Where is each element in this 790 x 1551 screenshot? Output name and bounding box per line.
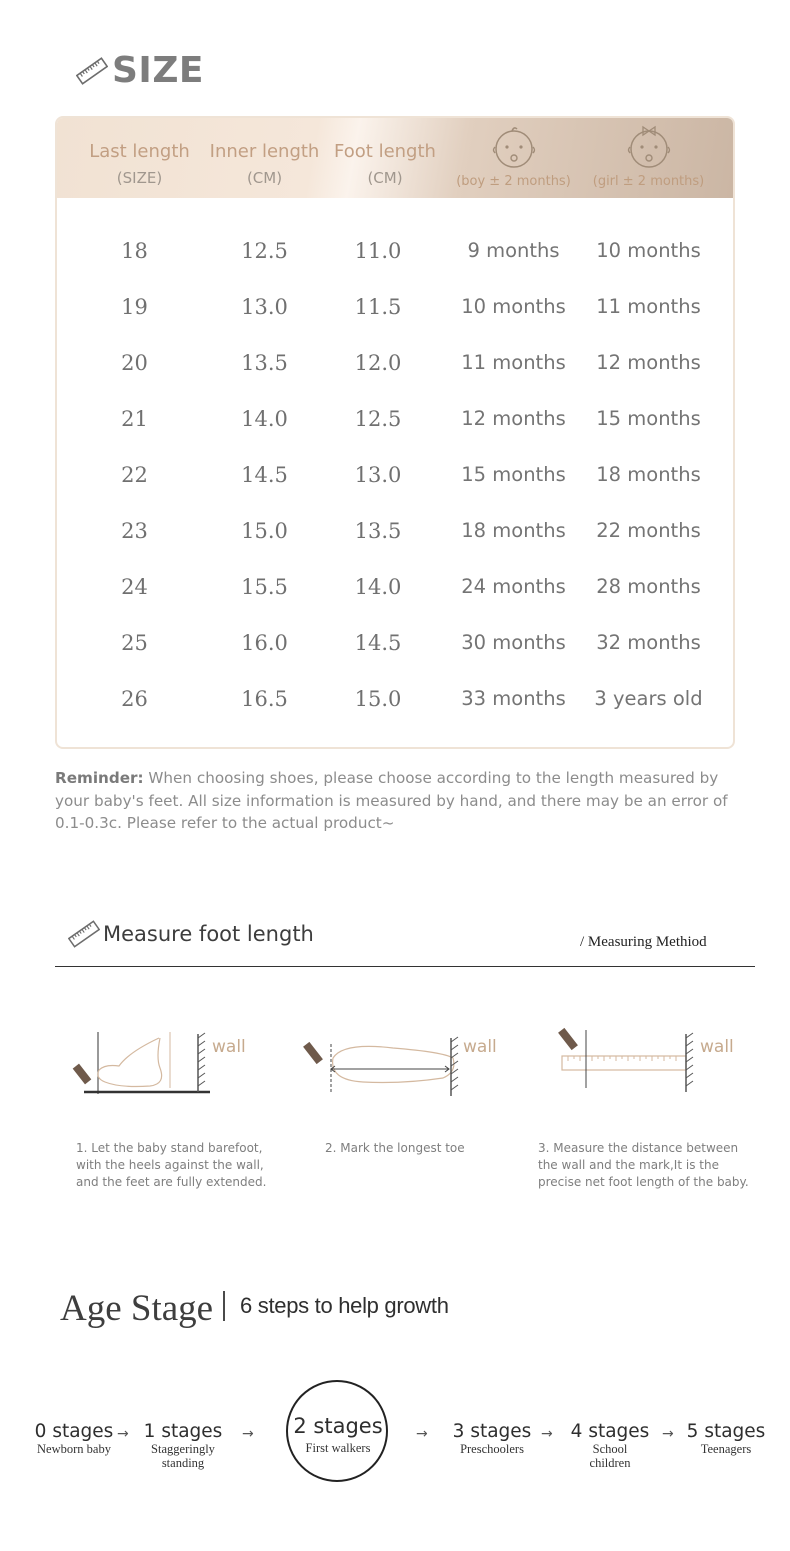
ruler-icon xyxy=(76,55,108,87)
girl-age-cell: 10 months xyxy=(596,239,701,262)
size-cell: 20 xyxy=(121,351,148,375)
title-divider xyxy=(223,1291,225,1321)
baby-girl-face-icon xyxy=(624,125,674,171)
table-row xyxy=(57,343,733,383)
step-2-text: 2. Mark the longest toe xyxy=(325,1141,465,1155)
measure-subtitle: / Measuring Methiod xyxy=(580,934,707,950)
wall-icon xyxy=(448,1036,464,1098)
header-unit: (SIZE) xyxy=(116,169,163,187)
stage-name: 4 stages xyxy=(570,1421,650,1442)
arrow-right-icon: → xyxy=(416,1426,428,1442)
boy-age-cell: 11 months xyxy=(461,351,566,374)
wall-label: wall xyxy=(700,1037,734,1057)
girl-age-cell: 12 months xyxy=(596,351,701,374)
table-row xyxy=(57,287,733,327)
baby-boy-face-icon xyxy=(489,125,539,171)
stage-1 xyxy=(138,1421,228,1470)
size-cell: 24 xyxy=(121,575,148,599)
stage-3 xyxy=(444,1421,540,1456)
table-header xyxy=(57,118,733,198)
table-row xyxy=(57,511,733,551)
table-row xyxy=(57,399,733,439)
header-label: Last length xyxy=(89,141,190,162)
wall-label: wall xyxy=(212,1037,246,1057)
foot-length-cell: 11.0 xyxy=(354,239,402,263)
inner-length-cell: 16.5 xyxy=(241,687,288,711)
reminder-note xyxy=(55,767,745,835)
stage-0 xyxy=(28,1421,120,1456)
header-unit: (CM) xyxy=(246,169,283,187)
age-stage-title: Age Stage xyxy=(60,1288,214,1329)
table-row xyxy=(57,623,733,663)
size-cell: 26 xyxy=(121,687,148,711)
girl-age-cell: 32 months xyxy=(596,631,701,654)
size-cell: 18 xyxy=(121,239,148,263)
arrow-right-icon: → xyxy=(117,1426,129,1442)
girl-age-cell: 15 months xyxy=(596,407,701,430)
header-last-length xyxy=(77,118,202,198)
girl-age-cell: 3 years old xyxy=(594,687,703,710)
stage-name: 0 stages xyxy=(34,1421,114,1442)
boy-age-cell: 33 months xyxy=(461,687,566,710)
arrow-right-icon: → xyxy=(541,1426,553,1442)
stage-4 xyxy=(564,1421,656,1470)
foot-standing-illustration xyxy=(70,1028,210,1100)
foot-length-cell: 15.0 xyxy=(354,687,402,711)
wall-label: wall xyxy=(463,1037,497,1057)
stage-name: 2 stages xyxy=(293,1414,383,1438)
header-label: Foot length xyxy=(334,141,436,162)
table-row xyxy=(57,567,733,607)
stage-name: 1 stages xyxy=(143,1421,223,1442)
age-stage-subtitle: 6 steps to help growth xyxy=(240,1293,449,1318)
step-1-text: 1. Let the baby stand barefoot, with the heels against the wall, and the feet are fully extended. xyxy=(76,1141,267,1189)
boy-age-cell: 18 months xyxy=(461,519,566,542)
inner-length-cell: 12.5 xyxy=(241,239,288,263)
boy-age-cell: 24 months xyxy=(461,575,566,598)
header-inner-length xyxy=(202,118,327,198)
stage-description: School children xyxy=(589,1442,631,1470)
foot-mark-illustration xyxy=(303,1036,458,1098)
arrow-right-icon: → xyxy=(662,1426,674,1442)
stage-description: Newborn baby xyxy=(37,1442,111,1456)
header-girl-age xyxy=(581,118,716,198)
girl-age-cell: 18 months xyxy=(596,463,701,486)
inner-length-cell: 16.0 xyxy=(241,631,288,655)
inner-length-cell: 13.5 xyxy=(241,351,288,375)
size-cell: 22 xyxy=(121,463,148,487)
stage-description: Teenagers xyxy=(700,1442,752,1456)
header-boy-age xyxy=(446,118,581,198)
boy-age-cell: 12 months xyxy=(461,407,566,430)
reminder-label: Reminder: xyxy=(55,769,144,787)
inner-length-cell: 14.0 xyxy=(241,407,288,431)
stage-description: Preschoolers xyxy=(460,1442,524,1456)
section-divider xyxy=(55,966,755,967)
header-unit: (girl ± 2 months) xyxy=(592,174,705,189)
arrow-right-icon: → xyxy=(242,1426,254,1442)
foot-length-cell: 11.5 xyxy=(354,295,402,319)
foot-length-cell: 14.5 xyxy=(354,631,402,655)
stage-5 xyxy=(680,1421,772,1456)
foot-length-cell: 12.5 xyxy=(354,407,402,431)
wall-icon xyxy=(683,1032,699,1094)
step-3-text: 3. Measure the distance between the wall and the mark,It is the precise net foot length of the baby. xyxy=(538,1141,749,1189)
header-unit: (boy ± 2 months) xyxy=(456,174,571,189)
size-cell: 21 xyxy=(121,407,148,431)
foot-length-cell: 12.0 xyxy=(354,351,402,375)
boy-age-cell: 10 months xyxy=(461,295,566,318)
foot-length-cell: 14.0 xyxy=(354,575,402,599)
stage-2 xyxy=(288,1414,388,1455)
boy-age-cell: 15 months xyxy=(461,463,566,486)
table-row xyxy=(57,231,733,271)
foot-length-cell: 13.5 xyxy=(354,519,402,543)
reminder-text: When choosing shoes, please choose according to the length measured by your baby's feet. All size information is measured by hand, and there may be an error of 0.1-0.3c. Please refer to the actual product~ xyxy=(55,769,728,832)
ruler-icon xyxy=(68,918,100,950)
size-cell: 25 xyxy=(121,631,148,655)
stage-name: 3 stages xyxy=(452,1421,532,1442)
header-foot-length xyxy=(324,118,446,198)
boy-age-cell: 9 months xyxy=(467,239,560,262)
inner-length-cell: 15.5 xyxy=(241,575,288,599)
size-cell: 19 xyxy=(121,295,148,319)
header-unit: (CM) xyxy=(367,169,403,187)
inner-length-cell: 13.0 xyxy=(241,295,288,319)
table-row xyxy=(57,455,733,495)
size-table xyxy=(55,116,735,749)
measure-title: Measure foot length xyxy=(103,922,314,946)
stage-description: Staggeringly standing xyxy=(151,1442,215,1470)
girl-age-cell: 11 months xyxy=(596,295,701,318)
inner-length-cell: 15.0 xyxy=(241,519,288,543)
wall-icon xyxy=(195,1032,211,1094)
boy-age-cell: 30 months xyxy=(461,631,566,654)
girl-age-cell: 22 months xyxy=(596,519,701,542)
stage-name: 5 stages xyxy=(686,1421,766,1442)
header-label: Inner length xyxy=(209,141,320,162)
table-row xyxy=(57,679,733,719)
inner-length-cell: 14.5 xyxy=(241,463,288,487)
measure-heading xyxy=(68,918,314,950)
size-heading xyxy=(76,50,204,91)
ruler-measure-illustration xyxy=(558,1026,688,1092)
girl-age-cell: 28 months xyxy=(596,575,701,598)
size-title: SIZE xyxy=(112,50,205,91)
stage-description: First walkers xyxy=(305,1441,371,1455)
foot-length-cell: 13.0 xyxy=(354,463,402,487)
size-cell: 23 xyxy=(121,519,148,543)
